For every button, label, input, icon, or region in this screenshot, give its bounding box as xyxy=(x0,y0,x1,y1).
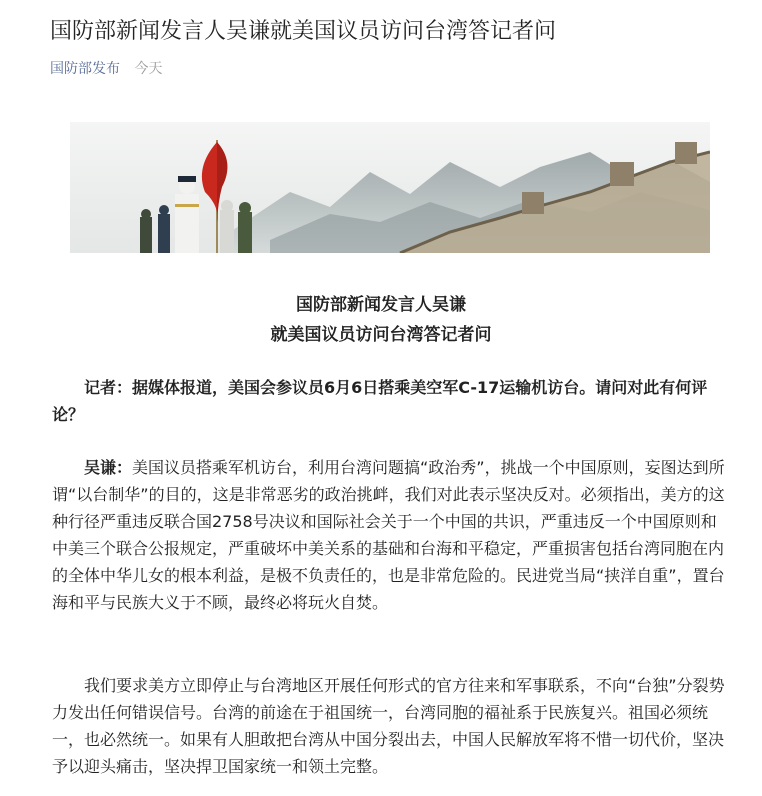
answer-label: 吴谦： xyxy=(84,458,133,477)
demand-paragraph: 我们要求美方立即停止与台湾地区开展任何形式的官方往来和军事联系，不向“台独”分裂势力发出任何错误信号。台湾的前途在于祖国统一，台湾同胞的福祉系于民族复兴。祖国必须统一，也必然统一。如果有人胆敢把台湾从中国分裂出去，中国人民解放军将不惜一切代价，坚决予以迎头痛击，坚决捍卫国家统一和领土完整。 xyxy=(52,676,725,776)
answer-text: 美国议员搭乘军机访台，利用台湾问题搞“政治秀”，挑战一个中国原则，妄图达到所谓“以台制华”的目的，这是非常恶劣的政治挑衅，我们对此表示坚决反对。必须指出，美方的这种行径严重违反联合国2758号决议和国际社会关于一个中国的共识，严重违反一个中国原则和中美三个联合公报规定，严重破坏中美关系的基础和台海和平稳定，严重损害包括台湾同胞在内的全体中华儿女的根本利益，是极不负责任的，也是非常危险的。民进党当局“挟洋自重”，置台海和平与民族大义于不顾，最终必将玩火自焚。 xyxy=(52,458,725,612)
article-meta xyxy=(50,58,162,80)
banner-image xyxy=(70,122,710,253)
publish-time: 今天 xyxy=(134,61,163,77)
heading-line-2: 就美国议员访问台湾答记者问 xyxy=(270,325,492,345)
question-label: 记者： xyxy=(84,378,133,397)
answer-paragraph xyxy=(52,454,732,616)
article-title: 国防部新闻发言人吴谦就美国议员访问台湾答记者问 xyxy=(50,19,557,44)
source-link[interactable]: 国防部发布 xyxy=(50,61,120,77)
heading-line-1: 国防部新闻发言人吴谦 xyxy=(296,295,466,315)
question-paragraph xyxy=(52,374,732,428)
article-heading xyxy=(0,290,762,350)
question-text: 据媒体报道，美国会参议员6月6日搭乘美空军C-17运输机访台。请问对此有何评论？ xyxy=(52,378,708,424)
military-honor-guard-great-wall-banner xyxy=(70,122,710,253)
